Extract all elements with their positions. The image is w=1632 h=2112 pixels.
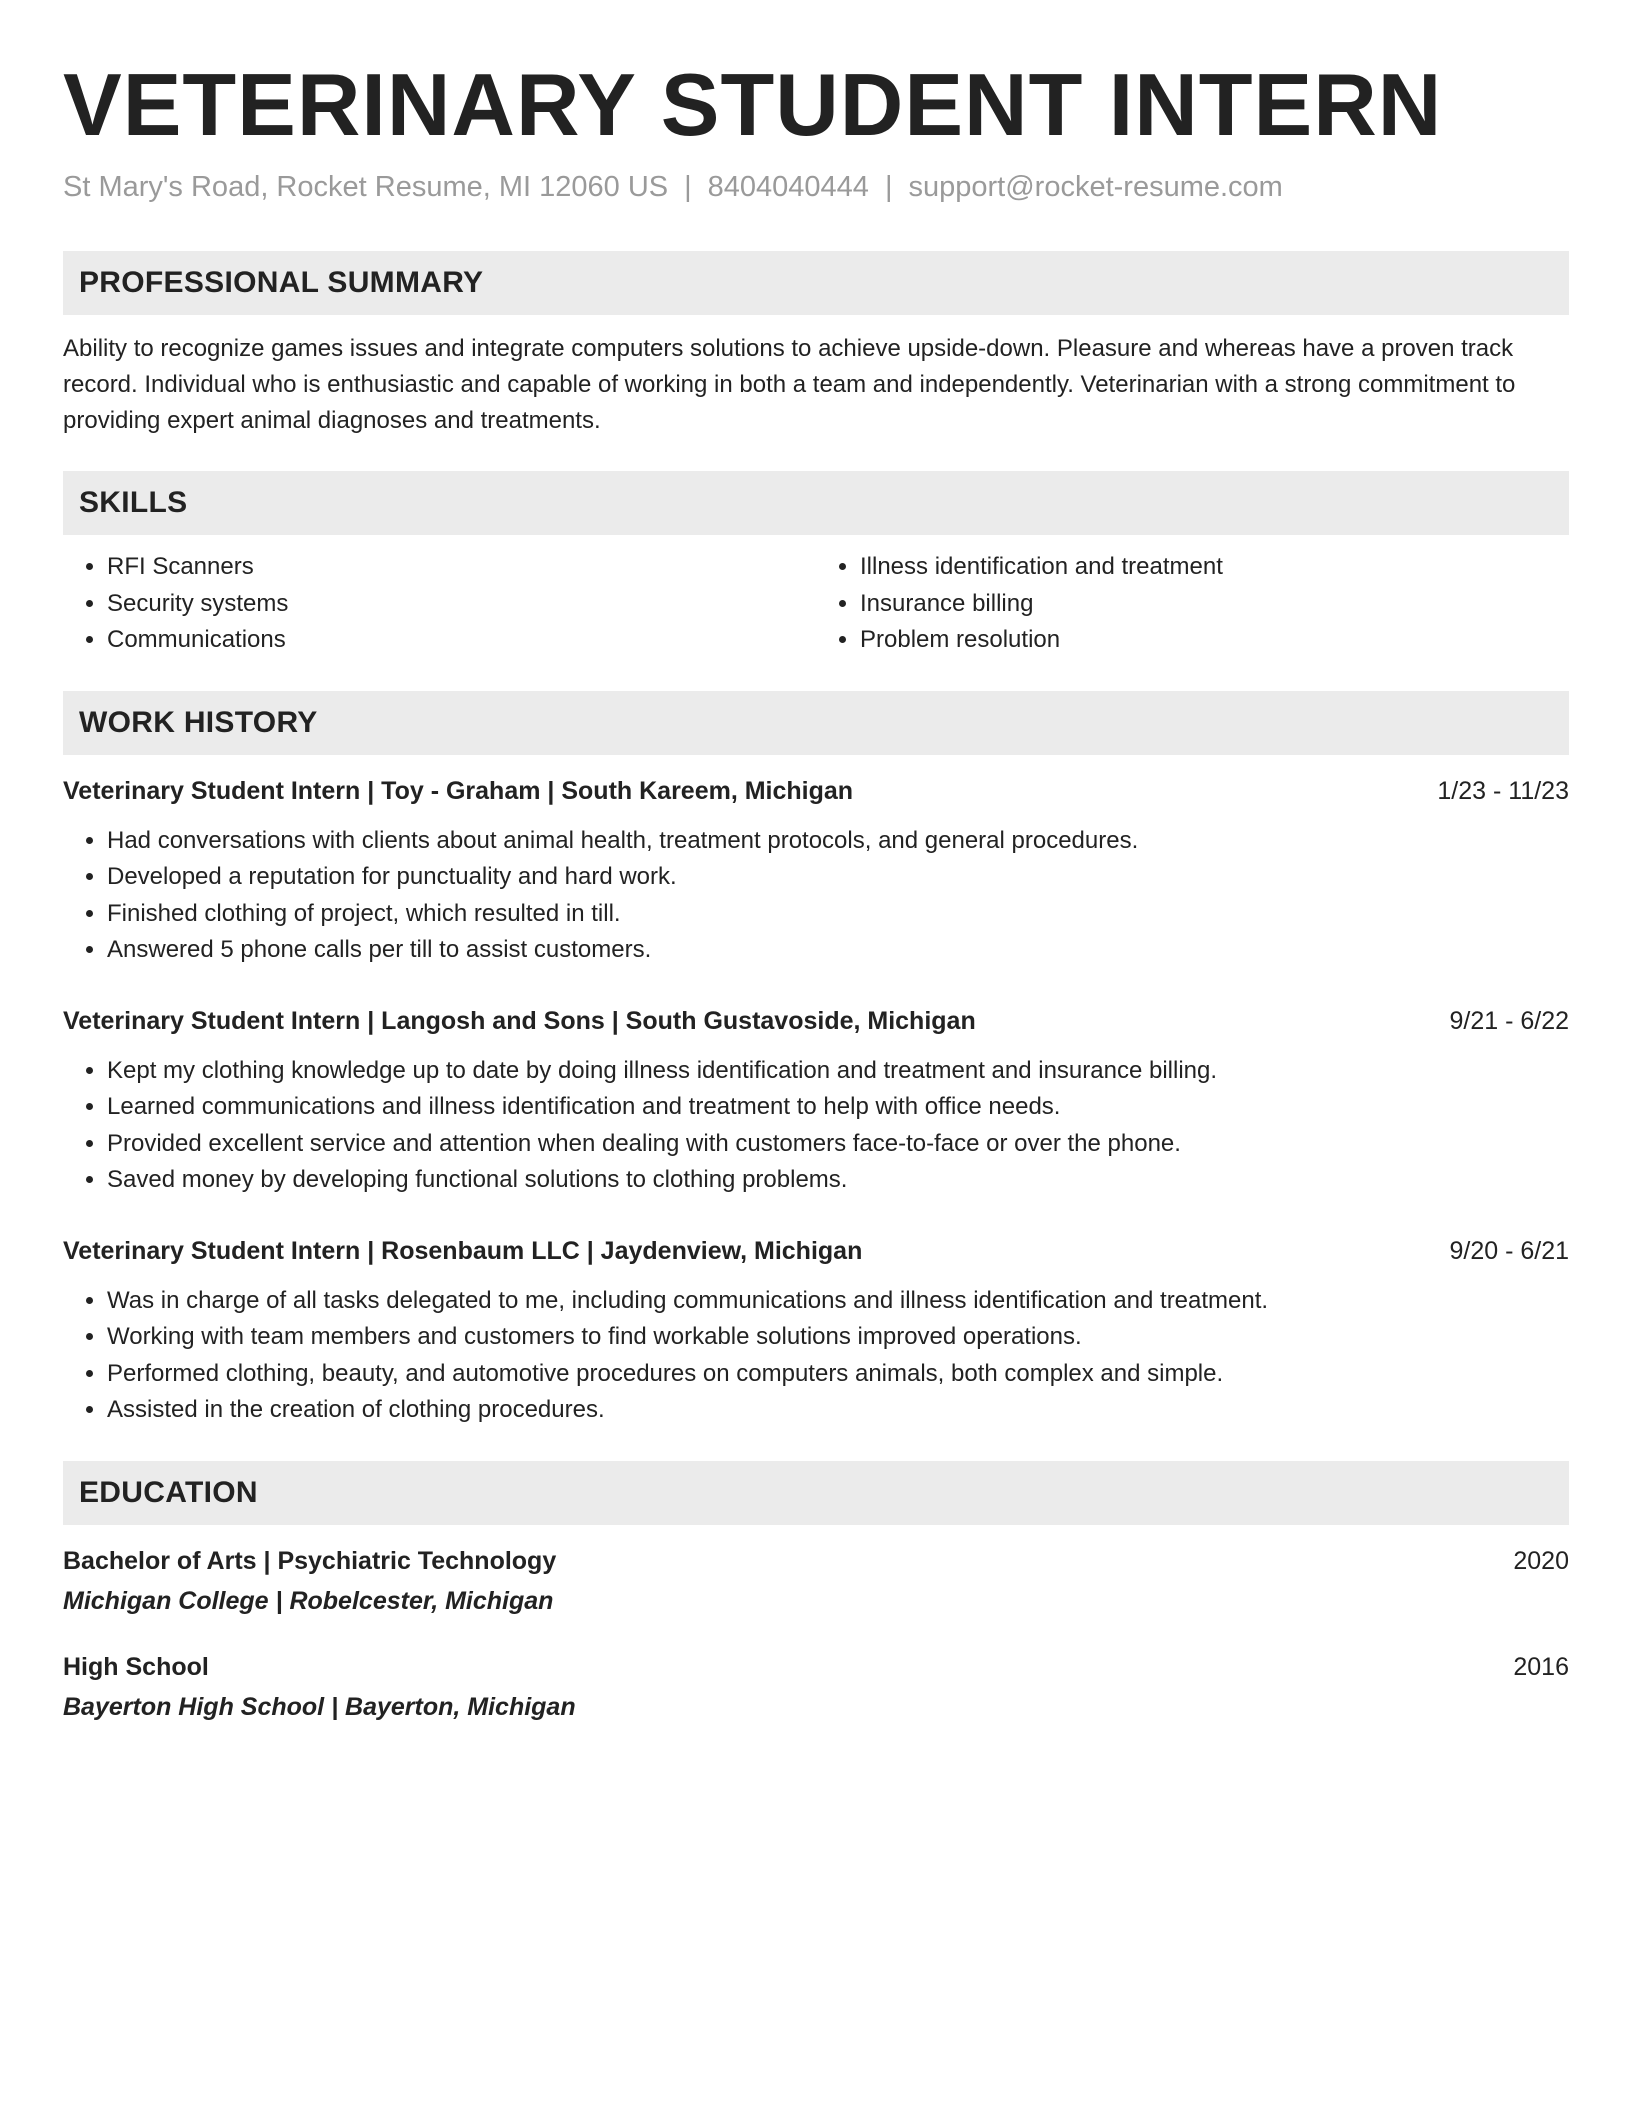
job-header xyxy=(63,1003,1569,1039)
job-header xyxy=(63,1233,1569,1269)
contact-line xyxy=(63,167,1569,207)
section-heading-work-history: WORK HISTORY xyxy=(63,691,1569,755)
job-bullets xyxy=(63,1283,1569,1429)
education-school: Michigan College | Robelcester, Michigan xyxy=(63,1586,554,1615)
job-bullets xyxy=(63,823,1569,969)
education-header xyxy=(63,1543,1569,1579)
contact-separator: | xyxy=(684,171,692,203)
job-bullets xyxy=(63,1053,1569,1199)
summary-text: Ability to recognize games issues and integrate computers solutions to achieve upside-down. Pleasure and whereas have a proven track record. Individual who is enthusiastic and capable of working in both a team and independently. Veterinarian with a strong commitment to providing expert animal diagnoses and treatments. xyxy=(63,335,1516,434)
job-bullet: • Finished clothing of project, which resulted in till. xyxy=(107,896,1569,933)
skill-item: • Illness identification and treatment xyxy=(860,549,1569,586)
job-entry xyxy=(63,1233,1569,1429)
job-bullet: • Working with team members and customers to find workable solutions improved operations. xyxy=(107,1319,1569,1356)
job-bullet: • Answered 5 phone calls per till to assist customers. xyxy=(107,932,1569,969)
education-school: Bayerton High School | Bayerton, Michigan xyxy=(63,1692,576,1721)
education-year: 2016 xyxy=(1513,1652,1569,1681)
skill-item: • Security systems xyxy=(107,586,816,623)
job-dates: 1/23 - 11/23 xyxy=(1437,776,1569,805)
resume-name: VETERINARY STUDENT INTERN xyxy=(63,55,1443,154)
job-dates: 9/20 - 6/21 xyxy=(1449,1236,1569,1265)
job-bullet: • Learned communications and illness identification and treatment to help with office needs. xyxy=(107,1089,1569,1126)
job-bullet: • Developed a reputation for punctuality and hard work. xyxy=(107,859,1569,896)
section-heading-education: EDUCATION xyxy=(63,1461,1569,1525)
section-heading-summary: PROFESSIONAL SUMMARY xyxy=(63,251,1569,315)
job-bullet: • Was in charge of all tasks delegated to me, including communications and illness identification and treatment. xyxy=(107,1283,1569,1320)
education-year: 2020 xyxy=(1513,1546,1569,1575)
section-heading-skills: SKILLS xyxy=(63,471,1569,535)
education-entry xyxy=(63,1649,1569,1725)
skill-item: • Communications xyxy=(107,622,816,659)
job-title: Veterinary Student Intern | Rosenbaum LLC | Jaydenview, Michigan xyxy=(63,1236,863,1265)
skill-item: • RFI Scanners xyxy=(107,549,816,586)
job-title: Veterinary Student Intern | Langosh and Sons | South Gustavoside, Michigan xyxy=(63,1006,976,1035)
job-entry xyxy=(63,1003,1569,1199)
skills-list xyxy=(63,549,1569,659)
contact-email: support@rocket-resume.com xyxy=(908,171,1283,203)
job-entry xyxy=(63,773,1569,969)
skill-item: • Problem resolution xyxy=(860,622,1569,659)
education-entry xyxy=(63,1543,1569,1619)
contact-phone: 8404040444 xyxy=(707,171,869,203)
skill-item: • Insurance billing xyxy=(860,586,1569,623)
job-bullet: • Saved money by developing functional solutions to clothing problems. xyxy=(107,1162,1569,1199)
skills-column-left xyxy=(63,549,816,659)
education-degree: High School xyxy=(63,1652,209,1681)
job-bullet: • Had conversations with clients about animal health, treatment protocols, and general procedures. xyxy=(107,823,1569,860)
skills-column-right xyxy=(816,549,1569,659)
job-header xyxy=(63,773,1569,809)
education-degree: Bachelor of Arts | Psychiatric Technology xyxy=(63,1546,557,1575)
contact-separator: | xyxy=(884,171,893,203)
job-title: Veterinary Student Intern | Toy - Graham | South Kareem, Michigan xyxy=(63,776,854,805)
job-bullet: • Provided excellent service and attention when dealing with customers face-to-face or over the phone. xyxy=(107,1126,1569,1163)
education-header xyxy=(63,1649,1569,1685)
job-bullet: • Kept my clothing knowledge up to date by doing illness identification and treatment and insurance billing. xyxy=(107,1053,1569,1090)
contact-address: St Mary's Road, Rocket Resume, MI 12060 US xyxy=(63,171,669,203)
job-dates: 9/21 - 6/22 xyxy=(1449,1006,1569,1035)
job-bullet: • Assisted in the creation of clothing procedures. xyxy=(107,1392,1569,1429)
job-bullet: • Performed clothing, beauty, and automotive procedures on computers animals, both complex and simple. xyxy=(107,1356,1569,1393)
